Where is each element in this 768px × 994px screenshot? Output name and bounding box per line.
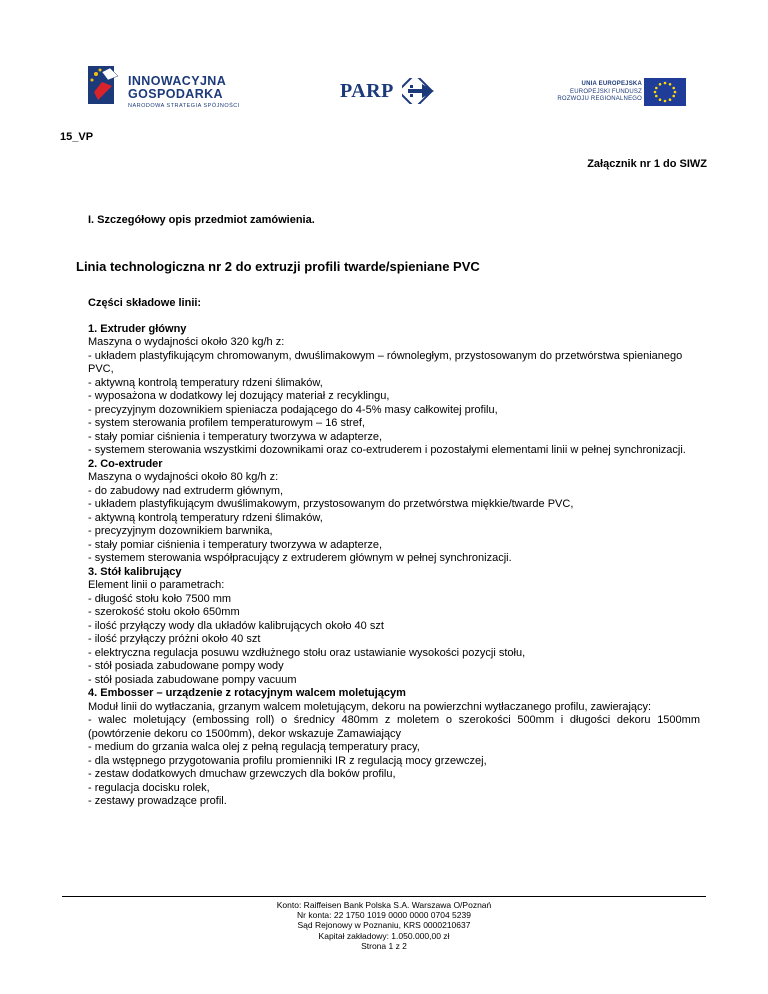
section-extruder <box>88 323 700 458</box>
page-number: Strona 1 z 2 <box>361 940 407 951</box>
footer-court: Sąd Rejonowy w Poznaniu, KRS 0000210637 <box>297 920 471 931</box>
footer <box>0 900 768 951</box>
eu-logo-line3: ROZWOJU REGIONALNEGO <box>557 96 642 102</box>
list-item: - układem plastyfikującym dwuślimakowym, przystosowanym do przetwórstwa miękkie/twarde PVC, <box>88 498 574 510</box>
list-item: Element linii o parametrach: <box>88 579 225 591</box>
list-item: - stały pomiar ciśnienia i temperatury tworzywa w adapterze, <box>88 430 383 443</box>
ig-logo-line2: GOSPODARKA <box>128 87 223 101</box>
list-item: - aktywną kontrolą temperatury rdzeni ślimaków, <box>88 511 323 524</box>
list-item: - zestawy prowadzące profil. <box>88 795 227 807</box>
eu-logo <box>538 78 688 108</box>
list-item: - ilość przyłączy próżni około 40 szt <box>88 633 261 645</box>
parp-logo-text: PARP <box>340 80 394 102</box>
list-item: - aktywną kontrolą temperatury rdzeni ślimaków, <box>88 376 323 389</box>
list-item: - stół posiada zabudowane pompy vacuum <box>88 673 297 686</box>
list-item: Moduł linii do wytłaczania, grzanym walcem moletującym, dekoru na powierzchni wytłaczanego profilu, zawierający: <box>88 700 652 713</box>
list-item: - medium do grzania walca olej z pełną regulacją temperatury pracy, <box>88 741 420 753</box>
footer-account-number: Nr konta: 22 1750 1019 0000 0000 0704 5239 <box>297 910 471 921</box>
list-item: - walec moletujący (embossing roll) o średnicy 480mm z moletem o szerokości 500mm i długości dekoru 1500mm (powtórzenie dekoru co 1500mm), dekor wskazuje Zamawiający <box>88 714 700 740</box>
main-heading: Linia technologiczna nr 2 do extruzji profili twarde/spieniane PVC <box>76 259 480 274</box>
footer-divider <box>62 896 706 897</box>
list-item: - układem plastyfikującym chromowanym, dwuślimakowym – równoległym, przystosowanym do przetwórstwa spienianego PVC, <box>88 349 683 375</box>
annex-label: Załącznik nr 1 do SIWZ <box>587 158 707 170</box>
list-item: - elektryczna regulacja posuwu wzdłużnego stołu oraz ustawianie wysokości pozycji stołu, <box>88 646 526 659</box>
section-heading: 3. Stół kalibrujący <box>88 565 182 578</box>
list-item: - ilość przyłączy wody dla układów kalibrujących około 40 szt <box>88 619 384 632</box>
list-item: - wyposażona w dodatkowy lej dozujący materiał z recyklingu, <box>88 390 390 402</box>
section-calibration-table <box>88 566 700 688</box>
list-item: Maszyna o wydajności około 320 kg/h z: <box>88 336 285 348</box>
footer-capital: Kapitał zakładowy: 1.050.000,00 zł <box>318 930 450 941</box>
list-item: - dla wstępnego przygotowania profilu promienniki IR z regulacją mocy grzewczej, <box>88 754 487 767</box>
list-item: - systemem sterowania współpracujący z extruderem głównym w pełnej synchronizacji. <box>88 552 512 564</box>
eu-logo-line1: UNIA EUROPEJSKA <box>581 81 642 87</box>
ig-logo-line1: INNOWACYJNA <box>128 74 227 88</box>
section-title: I. Szczegółowy opis przedmiot zamówienia. <box>88 214 315 226</box>
list-item: - stół posiada zabudowane pompy wody <box>88 660 284 672</box>
ig-logo-mark-icon <box>88 66 126 106</box>
ig-logo-line3: NARODOWA STRATEGIA SPÓJNOŚCI <box>128 103 240 109</box>
list-item: - szerokość stołu około 650mm <box>88 606 240 618</box>
section-heading: 2. Co-extruder <box>88 457 163 470</box>
list-item: - precyzyjnym dozownikiem spieniacza podającego do 4-5% masy całkowitej profilu, <box>88 403 498 416</box>
parp-logo <box>340 78 440 106</box>
parp-arrow-icon <box>402 78 436 104</box>
parts-label: Części składowe linii: <box>88 297 202 309</box>
innowacyjna-gospodarka-logo <box>88 66 258 110</box>
section-co-extruder <box>88 458 700 566</box>
list-item: - system sterowania profilem temperaturowym – 16 stref, <box>88 417 365 429</box>
footer-account: Konto: Raiffeisen Bank Polska S.A. Warszawa O/Poznań <box>276 900 492 910</box>
list-item: - systemem sterowania wszystkimi dozownikami oraz co-extruderem i pozostałymi elementami linii w pełnej synchronizacji. <box>88 444 686 456</box>
section-embosser <box>88 687 700 809</box>
list-item: Maszyna o wydajności około 80 kg/h z: <box>88 471 279 483</box>
section-heading: 1. Extruder główny <box>88 322 187 335</box>
list-item: - regulacja docisku rolek, <box>88 781 210 794</box>
document-code: 15_VP <box>60 131 94 143</box>
section-heading: 4. Embosser – urządzenie z rotacyjnym walcem moletującym <box>88 687 406 699</box>
list-item: - zestaw dodatkowych dmuchaw grzewczych dla boków profilu, <box>88 768 396 780</box>
document-body <box>88 297 700 809</box>
list-item: - precyzyjnym dozownikiem barwnika, <box>88 525 273 537</box>
list-item: - do zabudowy nad extruderm głównym, <box>88 484 284 497</box>
eu-logo-line2: EUROPEJSKI FUNDUSZ <box>570 89 642 95</box>
eu-flag-icon <box>644 78 686 106</box>
list-item: - stały pomiar ciśnienia i temperatury tworzywa w adapterze, <box>88 538 383 551</box>
list-item: - długość stołu koło 7500 mm <box>88 592 232 605</box>
